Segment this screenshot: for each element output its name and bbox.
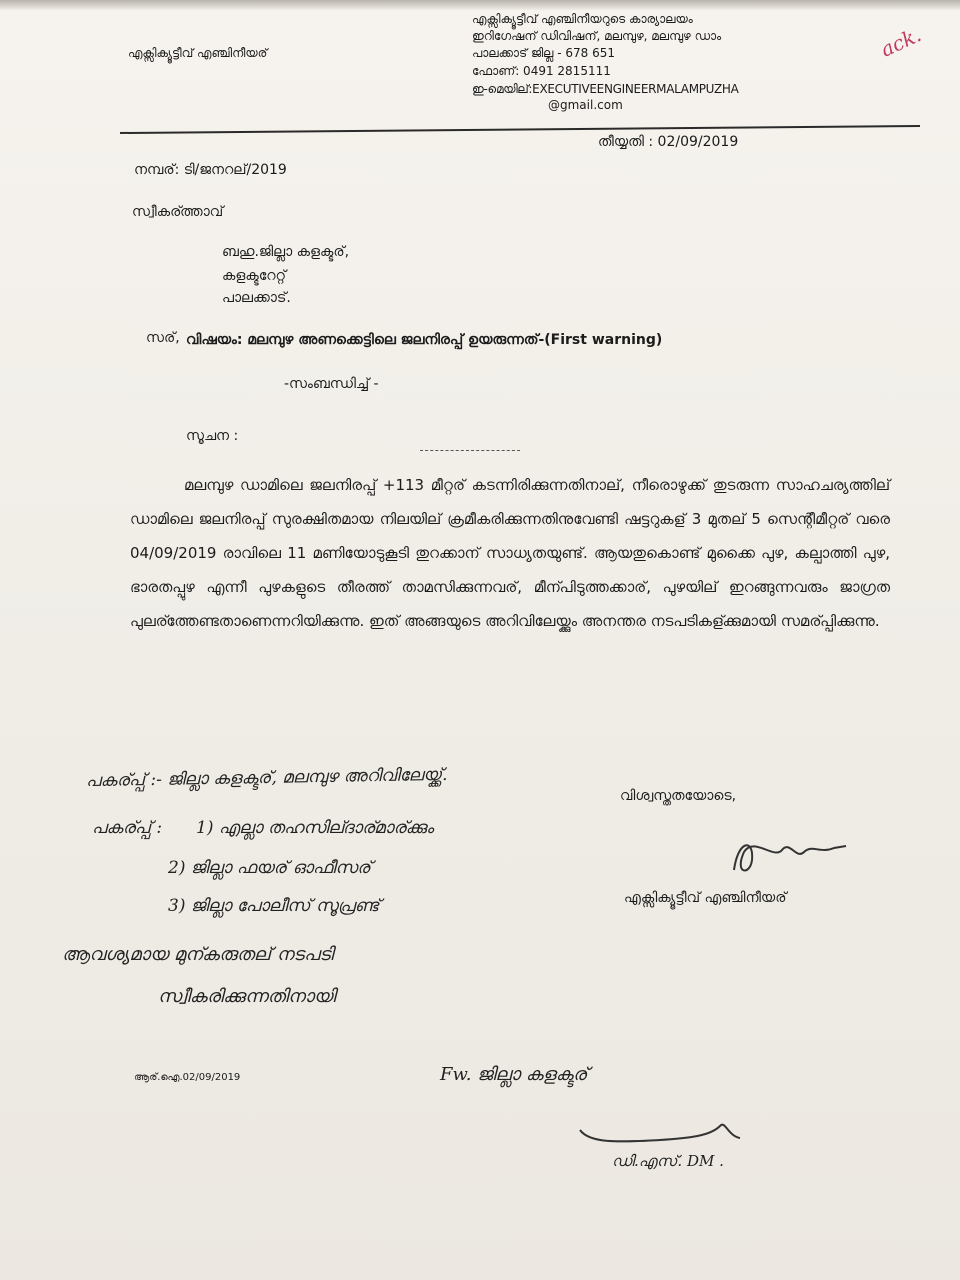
letterhead-email-domain: @gmail.com [548,98,623,112]
signature-mark [724,830,854,880]
letterhead-phone: ഫോണ്: 0491 2815111 [472,64,611,78]
forward-signature-mark [560,1110,750,1150]
handwritten-copy-label: പകര്പ്പ് : [92,818,163,838]
reference-dotted-line [420,450,520,451]
recipient-label: സ്വീകര്ത്താവ് [132,204,224,220]
recipient-line2: കളക്ടറേറ്റ് [222,268,287,284]
scan-edge-shadow [0,0,960,10]
letter-date: തീയ്യതി : 02/09/2019 [598,134,739,150]
footer-stamp: ആര്.ഐ.02/09/2019 [134,1072,241,1083]
corner-ack-mark: ack. [876,22,925,62]
handwritten-copy-item3: 3) ജില്ലാ പോലീസ് സൂപ്രണ്ട് [168,896,380,916]
letterhead-office-line3: പാലക്കാട് ജില്ല - 678 651 [472,46,616,60]
letterhead-left-title: എക്സിക്യൂട്ടീവ് എഞ്ചിനീയര് [128,46,268,60]
letter-number: നമ്പര്: ടി/ജനറല്/2019 [134,162,287,178]
handwritten-action-line1: ആവശ്യമായ മുന്കരുതല് നടപടി [62,944,334,965]
handwritten-copy-item2: 2) ജില്ലാ ഫയര് ഓഫീസര് [168,858,371,878]
letter-body: മലമ്പുഴ ഡാമിലെ ജലനിരപ്പ് +113 മീറ്റര് കടന്നിരിക്കുന്നതിനാല്, നീരൊഴുക്ക് തുടരുന്ന സാഹചര്യത്തില് ഡാമിലെ ജലനിരപ്പ് സുരക്ഷിതമായ നിലയില് ക്രമീകരിക്കുന്നതിനുവേണ്ടി ഷട്ടറുകള് 3 മുതല് 5 സെന്റീമീറ്റര് വരെ 04/09/2019 രാവിലെ 11 മണിയോടുകൂടി തുറക്കാന് സാധ്യതയുണ്ട്. ആയതുകൊണ്ട് മുക്കൈ പുഴ, കല്പാത്തി പുഴ, ഭാരതപ്പുഴ എന്നീ പുഴകളുടെ തീരത്ത് താമസിക്കുന്നവര്, മീന്പിടുത്തക്കാര്, പുഴയില് ഇറങ്ങുന്നവരും ജാഗ്രത പുലര്ത്തേണ്ടതാണെന്നറിയിക്കുന്നു. ഇത് അങ്ങയുടെ അറിവിലേയ്ക്കും അനന്തര നടപടികള്ക്കുമായി സമര്പ്പിക്കുന്നു. [130,476,890,630]
recipient-line3: പാലക്കാട്. [222,290,291,306]
signatory-title: എക്സിക്യൂട്ടീവ് എഞ്ചിനീയര് [624,890,787,906]
subject-continuation: -സംബന്ധിച്ച് - [284,376,379,392]
closing-text: വിശ്വസ്തതയോടെ, [620,788,737,804]
subject-line: വിഷയം: മലമ്പുഴ അണക്കെട്ടിലെ ജലനിരപ്പ് ഉയരുന്നത്-(First warning) [186,332,663,348]
letterhead-office-line2: ഇറിഗേഷന് ഡിവിഷന്, മലമ്പുഴ, മലമ്പുഴ ഡാം [472,29,722,43]
handwritten-forward-note: Fw. ജില്ലാ കളക്ടര് [440,1064,588,1085]
letterhead-divider [120,125,920,134]
handwritten-action-line2: സ്വീകരിക്കുന്നതിനായി [158,986,336,1007]
recipient-line1: ബഹു.ജില്ലാ കളക്ടര്, [222,244,350,260]
reference-label: സൂചന : [186,428,239,444]
handwritten-copy-note: പകര്പ്പ് :- ജില്ലാ കളക്ടര്, മലമ്പുഴ അറിവിലേയ്ക്ക്. [85,764,448,792]
salutation: സര്, [146,330,180,346]
letterhead-email: ഇ-മെയില്:EXECUTIVEENGINEERMALAMPUZHA [472,82,739,96]
handwritten-copy-item1: 1) എല്ലാ തഹസില്ദാര്മാര്ക്കും [196,818,434,838]
letterhead-office-line1: എക്സിക്യൂട്ടീവ് എഞ്ചിനീയറുടെ കാര്യാലയം [472,12,693,26]
handwritten-initials: ഡി.എസ്. DM . [612,1152,724,1170]
